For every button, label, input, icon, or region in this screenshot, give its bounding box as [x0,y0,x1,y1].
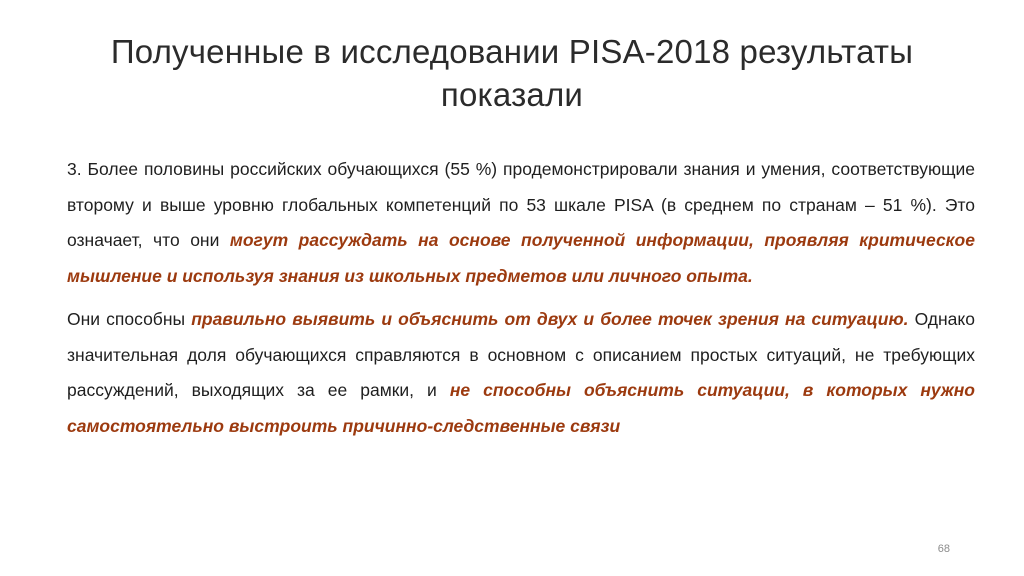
paragraph-2-text-middle: Однако значительная доля обучающихся справляются в основном с описанием простых ситуаций, не требующих рассуждений, выходящих за ее рамки, и [67,309,976,400]
paragraph-1-text: 3. Более половины российских обучающихся (55 %) продемонстрировали знания и умения, соответствующие второму и выше уровню глобальных компетенций по 53 шкале PISA (в среднем по странам – 51 %). Это означает, что они [67,159,975,250]
paragraph-1 [67,152,975,294]
paragraph-1-highlight: могут рассуждать на основе полученной информации, проявляя критическое мышление и используя знания из школьных предметов или личного опыта. [67,230,975,286]
page-number: 68 [937,543,950,555]
paragraph-2 [67,302,975,444]
slide-title-line-2: показали [440,76,584,113]
paragraph-2-highlight-1: правильно выявить и объяснить от двух и более точек зрения на ситуацию. [191,309,909,329]
paragraph-2-highlight-2: не способны объяснить ситуации, в которых нужно самостоятельно выстроить причинно-следственные связи [67,380,975,436]
slide-title-line-1: Полученные в исследовании PISA-2018 результаты [110,33,914,70]
slide-body [67,152,975,452]
paragraph-2-text-start: Они способны [67,309,192,329]
slide-title [90,30,934,116]
